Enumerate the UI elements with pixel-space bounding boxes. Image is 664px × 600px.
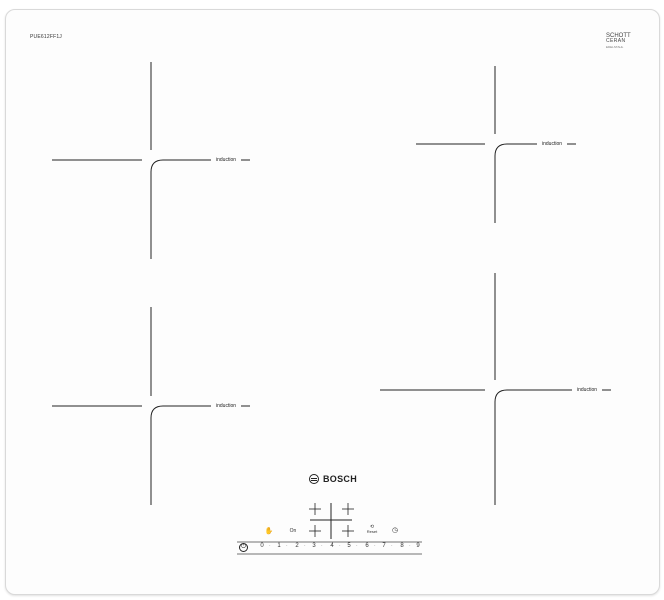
zone-label-front-left: induction [216, 403, 237, 409]
zone-label-rear-left: induction [216, 157, 237, 163]
glass-brand-line1: SCHOTT [606, 33, 631, 39]
power-level-8[interactable]: 8 [400, 543, 404, 549]
hand-lock-icon[interactable]: ✋ [264, 528, 274, 535]
power-level-6[interactable]: 6 [365, 543, 369, 549]
zone-label-front-right: induction [577, 387, 598, 393]
power-level-4[interactable]: 4 [330, 543, 334, 549]
power-level-5[interactable]: 5 [347, 543, 351, 549]
brand [309, 474, 357, 484]
power-level-0[interactable]: 0 [260, 543, 264, 549]
bosch-armature-logo-icon [309, 474, 319, 484]
power-button[interactable] [239, 543, 248, 552]
power-level-3[interactable]: 3 [312, 543, 316, 549]
zone-selector-front-right[interactable] [342, 525, 354, 537]
timer-on-button[interactable]: On [289, 528, 297, 534]
power-level-9[interactable]: 9 [416, 543, 420, 549]
glass-brand-line2: CERAN [606, 38, 626, 44]
zone-selector-front-left[interactable] [309, 525, 321, 537]
power-level-2[interactable]: 2 [295, 543, 299, 549]
reset-button[interactable] [362, 525, 382, 534]
power-level-7[interactable]: 7 [382, 543, 386, 549]
timer-clock-icon[interactable]: ◷ [391, 527, 399, 534]
power-icon: ⏻ [241, 544, 246, 550]
power-level-1[interactable]: 1 [277, 543, 281, 549]
zone-selector-cross [310, 503, 352, 539]
reset-icon: ⟲ [369, 524, 375, 530]
reset-label: Reset [366, 529, 378, 534]
model-number: PUE612FF1J [30, 34, 63, 40]
zone-selector-rear-left[interactable] [309, 503, 321, 515]
glass-brand-line3: EDELSTAHL [606, 45, 624, 49]
brand-name: BOSCH [323, 474, 358, 484]
zone-selector-rear-right[interactable] [342, 503, 354, 515]
power-level-slider[interactable]: ⏻ 0 · 1 · 2 · 3 · 4 · 5 · 6 · 7 · 8 · 9 [237, 542, 422, 554]
zone-label-rear-right: induction [542, 141, 563, 147]
